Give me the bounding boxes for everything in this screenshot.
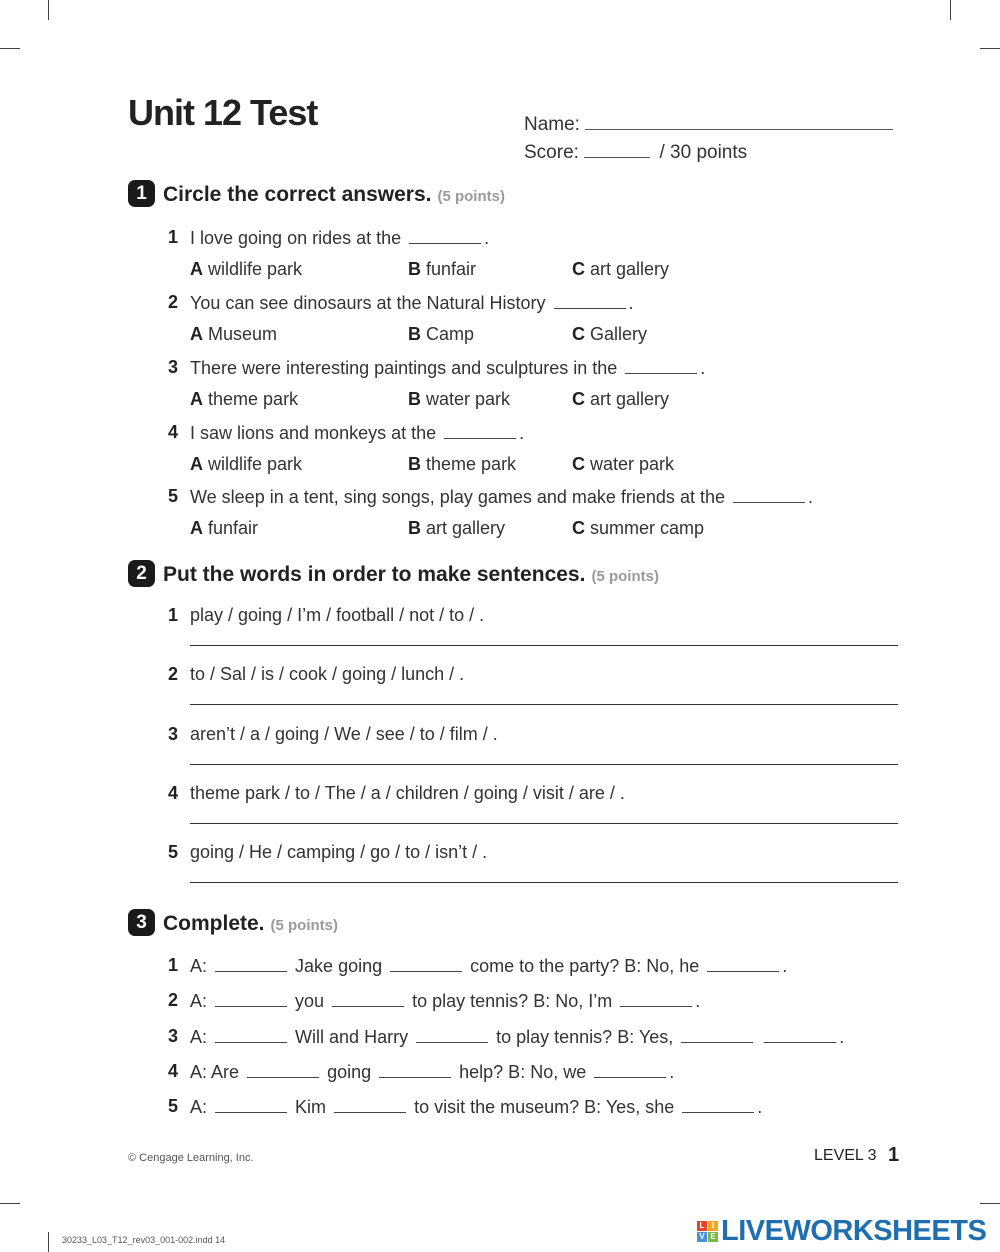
scrambled-words: to / Sal / is / cook / going / lunch / . (190, 664, 465, 685)
crop-mark (0, 48, 20, 49)
answer-blank[interactable] (215, 1026, 287, 1043)
question-text (190, 422, 524, 444)
crop-mark (0, 1203, 20, 1204)
option-text: art gallery (426, 518, 506, 538)
crop-mark (48, 1232, 49, 1252)
page-number: 1 (888, 1144, 900, 1166)
copyright-text: © Cengage Learning, Inc. (128, 1152, 254, 1164)
section-number-badge: 3 (128, 909, 155, 936)
section-title: Complete. (163, 912, 265, 936)
question-end: . (484, 228, 490, 248)
question-stem: I love going on rides at the (190, 228, 402, 248)
option-text: art gallery (590, 259, 670, 279)
option-letter: C (572, 454, 585, 474)
question-end: . (808, 487, 814, 507)
text-fragment: Kim (295, 1097, 327, 1117)
question-number: 1 (168, 227, 179, 247)
answer-blank[interactable] (625, 357, 697, 374)
question-end: . (700, 358, 706, 378)
option-text: water park (590, 454, 675, 474)
answer-blank[interactable] (594, 1061, 666, 1078)
answer-blank[interactable] (764, 1026, 836, 1043)
answer-blank[interactable] (215, 990, 287, 1007)
answer-option[interactable] (572, 389, 669, 410)
answer-blank[interactable] (682, 1096, 754, 1113)
answer-option[interactable] (408, 454, 516, 475)
item-number: 1 (168, 955, 179, 975)
section-points: (5 points) (591, 568, 659, 586)
option-text: theme park (426, 454, 517, 474)
answer-blank[interactable] (707, 955, 779, 972)
logo-letter-tile: E (708, 1232, 718, 1242)
section-number-badge: 1 (128, 180, 155, 207)
scrambled-words: going / He / camping / go / to / isn’t / . (190, 842, 488, 863)
answer-line[interactable] (190, 882, 898, 883)
crop-mark (950, 0, 951, 20)
option-letter: B (408, 389, 421, 409)
answer-option[interactable] (408, 324, 474, 345)
answer-blank[interactable] (681, 1026, 753, 1043)
score-label: Score: (524, 142, 579, 163)
scrambled-words: play / going / I’m / football / not / to / . (190, 605, 485, 625)
option-letter: A (190, 518, 203, 538)
answer-option[interactable] (190, 324, 277, 345)
option-letter: A (190, 454, 203, 474)
item-number: 3 (168, 723, 179, 744)
text-fragment: A: (190, 1027, 208, 1047)
answer-option[interactable] (190, 454, 302, 475)
question-text (190, 486, 813, 508)
answer-blank[interactable] (620, 990, 692, 1007)
item-number: 5 (168, 842, 179, 863)
option-letter: A (190, 324, 203, 344)
answer-option[interactable] (190, 389, 298, 410)
file-slug: 30233_L03_T12_rev03_001-002.indd 14 (62, 1235, 226, 1245)
section-1-heading (128, 182, 505, 209)
text-fragment: A: (190, 956, 208, 976)
score-field[interactable] (584, 139, 650, 158)
option-text: funfair (208, 518, 259, 538)
item-number: 5 (168, 1096, 179, 1116)
section-points: (5 points) (270, 917, 339, 935)
name-label: Name: (524, 114, 580, 135)
option-letter: A (190, 389, 203, 409)
answer-option[interactable] (408, 389, 510, 410)
option-text: summer camp (590, 518, 705, 538)
text-fragment: Will and Harry (295, 1027, 409, 1047)
option-letter: B (408, 454, 421, 474)
item-number: 3 (168, 1026, 179, 1046)
option-text: theme park (208, 389, 299, 409)
section-3-heading (128, 911, 338, 938)
option-text: Museum (208, 324, 278, 344)
option-text: Gallery (590, 324, 648, 344)
logo-letter-tile: L (697, 1221, 707, 1231)
option-text: funfair (426, 259, 477, 279)
text-fragment: A: (190, 1097, 208, 1117)
logo-text: LIVEWORKSHEETS (721, 1215, 987, 1247)
question-end: . (519, 423, 525, 443)
item-number: 2 (168, 664, 179, 685)
option-letter: C (572, 518, 585, 538)
completion-text (190, 955, 787, 977)
answer-option[interactable] (408, 518, 505, 539)
answer-blank[interactable] (444, 422, 516, 439)
logo-letter-tile: I (708, 1221, 718, 1231)
completion-text (190, 1061, 674, 1083)
name-field[interactable] (585, 111, 893, 130)
option-letter: C (572, 389, 585, 409)
option-text: Camp (426, 324, 475, 344)
page-title: Unit 12 Test (128, 92, 318, 133)
text-fragment: Jake going (295, 956, 383, 976)
answer-blank[interactable] (215, 1096, 287, 1113)
answer-option[interactable] (190, 259, 302, 280)
option-text: art gallery (590, 389, 670, 409)
text-fragment: . (839, 1027, 845, 1047)
text-fragment: to play tennis? B: No, I’m (412, 991, 613, 1011)
text-fragment: . (695, 991, 701, 1011)
crop-mark (980, 48, 1000, 49)
answer-line[interactable] (190, 823, 898, 824)
option-letter: C (572, 259, 585, 279)
option-letter: B (408, 518, 421, 538)
item-number: 4 (168, 1061, 179, 1081)
answer-blank[interactable] (409, 227, 481, 244)
question-stem: You can see dinosaurs at the Natural History (190, 293, 546, 313)
option-text: wildlife park (208, 454, 303, 474)
answer-line[interactable] (190, 645, 898, 646)
text-fragment: . (757, 1097, 763, 1117)
item-number: 4 (168, 782, 179, 803)
text-fragment: . (782, 956, 788, 976)
logo-letter-tile: V (697, 1232, 707, 1242)
question-text (190, 292, 634, 314)
completion-text (190, 1026, 844, 1048)
option-text: wildlife park (208, 259, 303, 279)
answer-option[interactable] (190, 518, 258, 539)
completion-text (190, 990, 700, 1012)
answer-option[interactable] (572, 324, 647, 345)
text-fragment: . (669, 1062, 675, 1082)
question-stem: We sleep in a tent, sing songs, play games and make friends at the (190, 487, 725, 507)
text-fragment: help? B: No, we (459, 1062, 587, 1082)
answer-blank[interactable] (416, 1026, 488, 1043)
answer-blank[interactable] (554, 292, 626, 309)
option-letter: B (408, 324, 421, 344)
option-text: water park (426, 389, 511, 409)
level-label: LEVEL 3 (814, 1147, 877, 1164)
crop-mark (980, 1203, 1000, 1204)
text-fragment: you (295, 991, 325, 1011)
name-row (524, 111, 893, 136)
answer-blank[interactable] (247, 1061, 319, 1078)
question-stem: I saw lions and monkeys at the (190, 423, 437, 443)
question-number: 3 (168, 357, 179, 377)
logo-mark-icon (697, 1221, 718, 1242)
answer-blank[interactable] (733, 486, 805, 503)
scrambled-words: aren’t / a / going / We / see / to / film / . (190, 723, 498, 744)
answer-line[interactable] (190, 764, 898, 765)
option-letter: B (408, 259, 421, 279)
score-total: / 30 points (659, 142, 748, 163)
question-text (190, 357, 705, 379)
section-title: Put the words in order to make sentences. (163, 563, 586, 587)
answer-option[interactable] (408, 259, 476, 280)
score-row (524, 139, 747, 164)
completion-text (190, 1096, 762, 1118)
question-end: . (628, 293, 634, 313)
answer-line[interactable] (190, 704, 898, 705)
answer-option[interactable] (572, 259, 669, 280)
text-fragment: come to the party? B: No, he (470, 956, 700, 976)
text-fragment: A: (190, 991, 208, 1011)
crop-mark (48, 0, 49, 20)
scrambled-words: theme park / to / The / a / children / going / visit / are / . (190, 782, 625, 803)
section-title: Circle the correct answers. (163, 183, 432, 207)
question-number: 2 (168, 292, 179, 312)
answer-blank[interactable] (215, 955, 287, 972)
question-number: 5 (168, 486, 179, 506)
item-number: 1 (168, 605, 179, 625)
answer-blank[interactable] (390, 955, 462, 972)
option-letter: C (572, 324, 585, 344)
text-fragment: going (327, 1062, 372, 1082)
item-number: 2 (168, 990, 179, 1010)
question-stem: There were interesting paintings and sculptures in the (190, 358, 618, 378)
liveworksheets-logo[interactable] (697, 1215, 986, 1248)
answer-blank[interactable] (379, 1061, 451, 1078)
answer-option[interactable] (572, 518, 704, 539)
text-fragment: to visit the museum? B: Yes, she (414, 1097, 675, 1117)
section-points: (5 points) (437, 188, 505, 206)
section-2-heading (128, 562, 659, 589)
question-number: 4 (168, 422, 179, 442)
answer-blank[interactable] (332, 990, 404, 1007)
text-fragment: to play tennis? B: Yes, (496, 1027, 674, 1047)
answer-option[interactable] (572, 454, 674, 475)
section-number-badge: 2 (128, 560, 155, 587)
text-fragment: A: Are (190, 1062, 240, 1082)
answer-blank[interactable] (334, 1096, 406, 1113)
question-text (190, 227, 489, 249)
option-letter: A (190, 259, 203, 279)
